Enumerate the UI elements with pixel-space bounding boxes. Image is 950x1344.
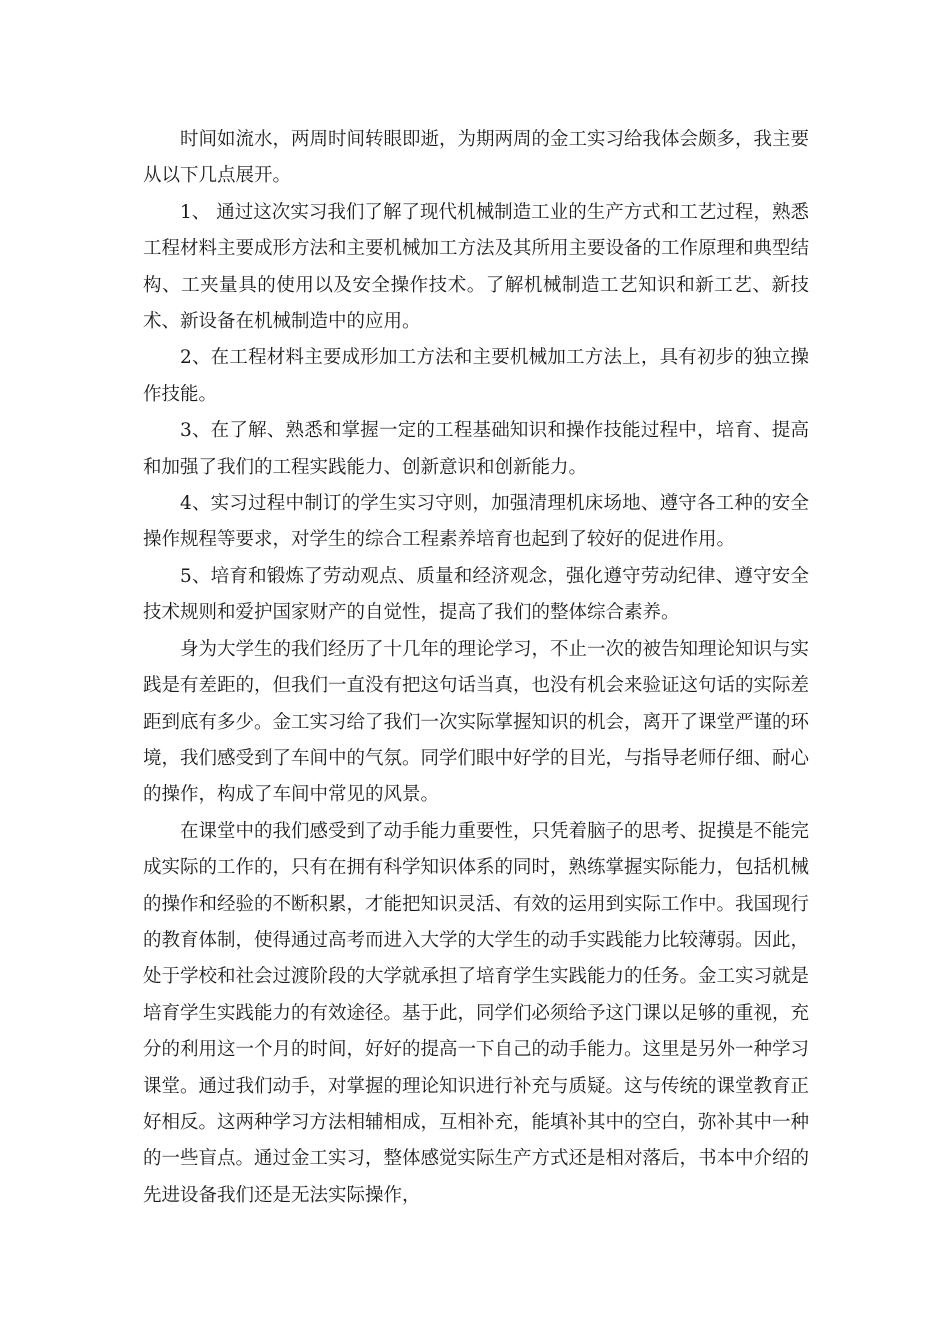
paragraph-point-3: 3、在了解、熟悉和掌握一定的工程基础知识和操作技能过程中，培育、提高和加强了我们的工程实践能力、创新意识和创新能力。: [143, 420, 809, 478]
paragraph-point-1: 1、 通过这次实习我们了解了现代机械制造工业的生产方式和工艺过程，熟悉工程材料主要成形方法和主要机械加工方法及其所用主要设备的工作原理和典型结构、工夹量具的使用以及安全操作技术。了解机械制造工艺知识和新工艺、新技术、新设备在机械制造中的应用。: [143, 201, 810, 333]
paragraph-intro: 时间如流水，两周时间转眼即逝，为期两周的金工实习给我体会颇多，我主要从以下几点展开。: [143, 129, 810, 187]
paragraph-point-4: 4、实习过程中制订的学生实习守则，加强清理机床场地、遵守各工种的安全操作规程等要求，对学生的综合工程素养培育也起到了较好的促进作用。: [143, 493, 809, 551]
paragraph-practice: 在课堂中的我们感受到了动手能力重要性，只凭着脑子的思考、捉摸是不能完成实际的工作的，只有在拥有科学知识体系的同时，熟练掌握实际能力，包括机械的操作和经验的不断积累，才能把知识灵活、有效的运用到实际工作中。我国现行的教育体制，使得通过高考而进入大学的大学生的动手实践能力比较薄弱。因此，处于学校和社会过渡阶段的大学就承担了培育学生实践能力的任务。金工实习就是培育学生实践能力的有效途径。基于此，同学们必须给予这门课以足够的重视，充分的利用这一个月的时间，好好的提高一下自己的动手能力。这里是另外一种学习课堂。通过我们动手，对掌握的理论知识进行补充与质疑。这与传统的课堂教育正好相反。这两种学习方法相辅相成，互相补充，能填补其中的空白，弥补其中一种的一些盲点。通过金工实习，整体感觉实际生产方式还是相对落后，书本中介绍的先进设备我们还是无法实际操作，: [143, 820, 810, 1206]
paragraph-point-2: 2、在工程材料主要成形加工方法和主要机械加工方法上，具有初步的独立操作技能。: [143, 347, 809, 405]
paragraph-reflection: 身为大学生的我们经历了十几年的理论学习，不止一次的被告知理论知识与实践是有差距的，但我们一直没有把这句话当真，也没有机会来验证这句话的实际差距到底有多少。金工实习给了我们一次实际掌握知识的机会，离开了课堂严谨的环境，我们感受到了车间中的气氛。同学们眼中好学的目光，与指导老师仔细、耐心的操作，构成了车间中常见的风景。: [143, 638, 810, 806]
paragraph-point-5: 5、培育和锻炼了劳动观点、质量和经济观念，强化遵守劳动纪律、遵守安全技术规则和爱护国家财产的自觉性，提高了我们的整体综合素养。: [143, 565, 809, 624]
document-body: [143, 122, 809, 1214]
